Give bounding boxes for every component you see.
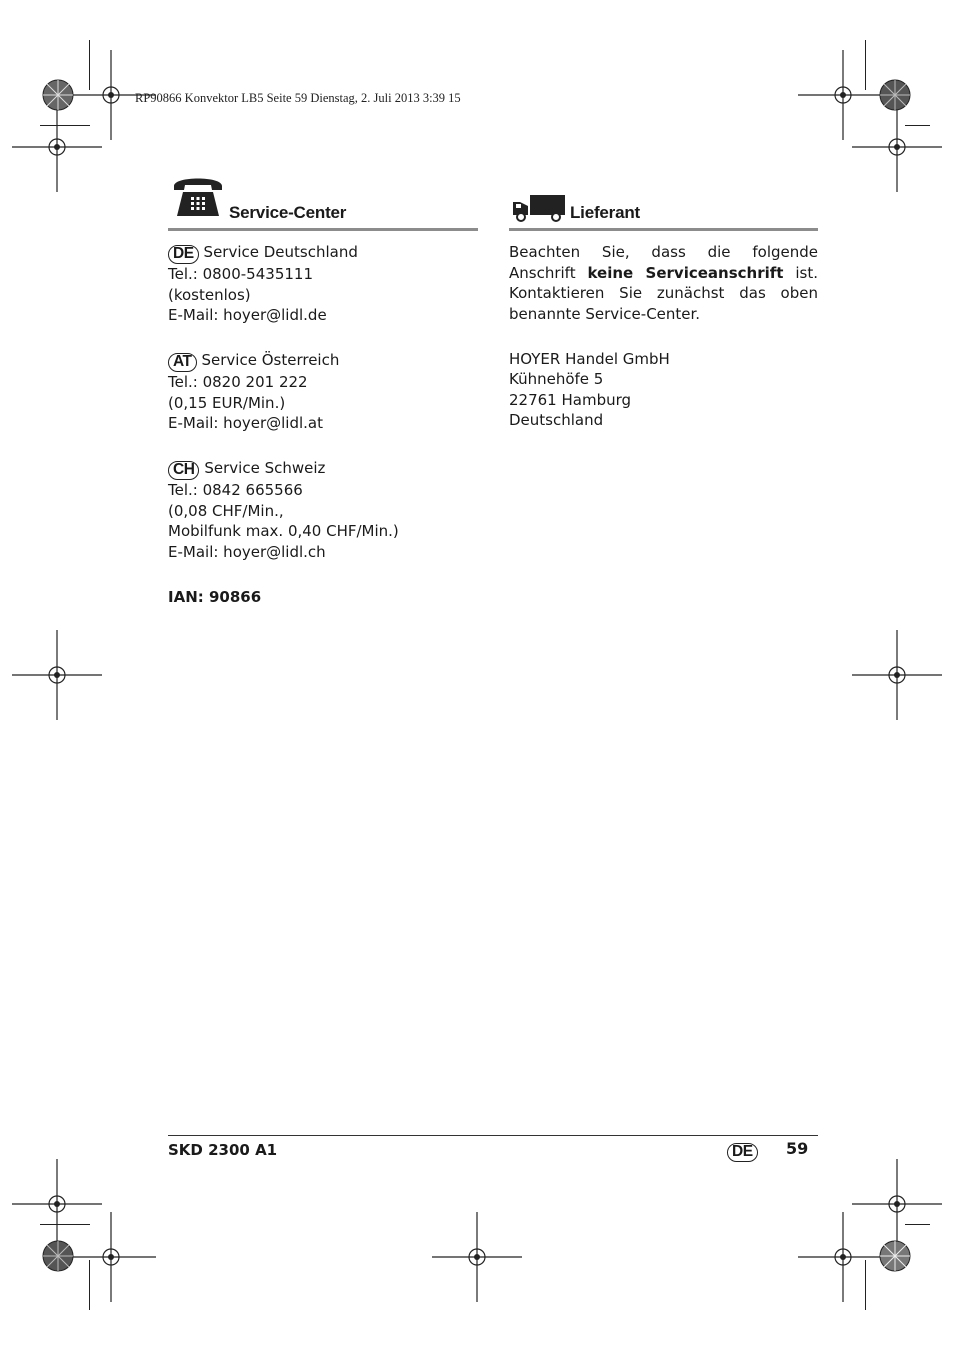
- service-center-heading-rule: [168, 228, 478, 231]
- supplier-address: [509, 349, 818, 431]
- supplier-note: Beachten Sie, dass die folgende Anschrift keine Serviceanschrift ist. Kontaktieren Sie zunächst das oben benannte Service-Center.: [509, 243, 818, 323]
- service-email: E-Mail: hoyer@lidl.at: [168, 414, 324, 432]
- address-company: HOYER Handel GmbH: [509, 349, 670, 368]
- address-street: Kühnehöfe 5: [509, 370, 604, 388]
- crop-line: [89, 1260, 90, 1310]
- service-entry-at: [168, 350, 478, 434]
- telephone-icon: [171, 172, 225, 222]
- crop-line: [905, 125, 930, 126]
- page-number: 59: [786, 1139, 809, 1158]
- truck-icon: [512, 194, 566, 226]
- service-phone: Tel.: 0842 665566: [168, 481, 303, 499]
- address-country: Deutschland: [509, 411, 604, 429]
- country-badge-de: DE: [168, 245, 199, 264]
- service-title: Service Österreich: [201, 351, 340, 369]
- service-email: E-Mail: hoyer@lidl.ch: [168, 542, 326, 561]
- crop-line: [865, 1260, 866, 1310]
- service-cost-mobile: Mobilfunk max. 0,40 CHF/Min.): [168, 522, 399, 540]
- footer-model: SKD 2300 A1: [168, 1141, 278, 1159]
- service-entry-ch: [168, 458, 478, 562]
- service-cost: (0,08 CHF/Min.,: [168, 501, 284, 520]
- service-center-body: [168, 242, 478, 607]
- crop-line: [865, 40, 866, 90]
- crop-line: [89, 40, 90, 90]
- country-badge-ch: CH: [168, 461, 199, 480]
- service-center-header: [168, 170, 478, 230]
- supplier-header: [509, 170, 818, 230]
- service-title: Service Deutschland: [203, 243, 358, 261]
- crop-line: [40, 1224, 90, 1225]
- service-phone: Tel.: 0820 201 222: [168, 373, 308, 391]
- service-cost: (kostenlos): [168, 285, 251, 304]
- service-center-heading: Service-Center: [229, 203, 347, 222]
- supplier-heading-rule: [509, 228, 818, 231]
- service-phone: Tel.: 0800-5435111: [168, 265, 313, 283]
- ian-number: IAN: 90866: [168, 587, 262, 606]
- footer-rule: [168, 1135, 818, 1136]
- service-entry-de: [168, 242, 478, 326]
- service-title: Service Schweiz: [204, 459, 326, 477]
- footer-country-badge: DE: [727, 1143, 758, 1162]
- address-city: 22761 Hamburg: [509, 390, 632, 409]
- service-cost: (0,15 EUR/Min.): [168, 393, 286, 412]
- crop-line: [905, 1224, 930, 1225]
- supplier-heading: Lieferant: [570, 203, 640, 222]
- service-email: E-Mail: hoyer@lidl.de: [168, 306, 327, 324]
- country-badge-at: AT: [168, 353, 197, 372]
- crop-line: [40, 125, 90, 126]
- supplier-body: [509, 242, 818, 431]
- print-slug: RP90866 Konvektor LB5 Seite 59 Dienstag, 2. Juli 2013 3:39 15: [135, 91, 461, 105]
- supplier-note-emphasis: keine Serviceanschrift: [587, 263, 784, 282]
